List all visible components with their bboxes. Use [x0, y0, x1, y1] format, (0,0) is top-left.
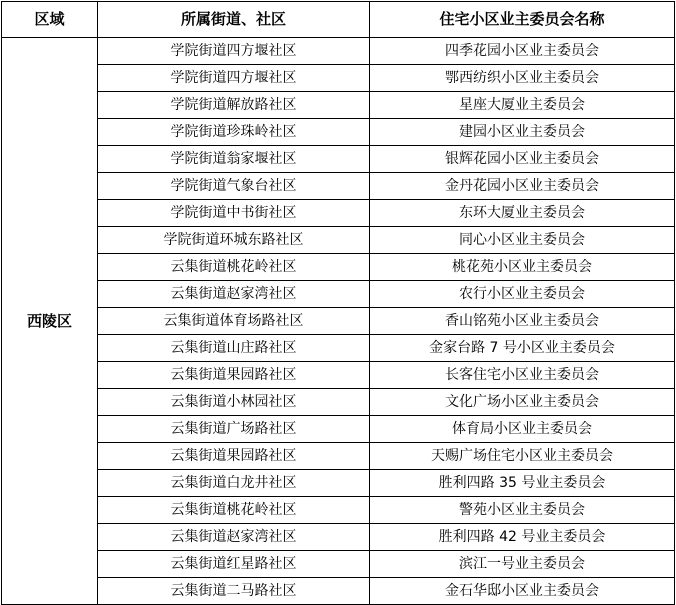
table-row [2, 173, 675, 200]
committee-cell: 鄂西纺织小区业主委员会 [370, 65, 675, 92]
street-cell: 云集街道红星路社区 [98, 551, 370, 578]
committee-cell: 警苑小区业主委员会 [370, 497, 675, 524]
table-row [2, 92, 675, 119]
committee-cell: 桃花苑小区业主委员会 [370, 254, 675, 281]
street-cell: 云集街道二马路社区 [98, 578, 370, 605]
committee-cell: 同心小区业主委员会 [370, 227, 675, 254]
table-row [2, 551, 675, 578]
header-street: 所属街道、社区 [98, 2, 370, 38]
table-row [2, 308, 675, 335]
table-row [2, 578, 675, 605]
table-row [2, 200, 675, 227]
street-cell: 学院街道中书街社区 [98, 200, 370, 227]
table-row [2, 389, 675, 416]
table-row [2, 38, 675, 65]
table-row [2, 470, 675, 497]
table-row [2, 119, 675, 146]
street-cell: 学院街道四方堰社区 [98, 38, 370, 65]
committee-cell: 东环大厦业主委员会 [370, 200, 675, 227]
street-cell: 云集街道桃花岭社区 [98, 497, 370, 524]
table-row [2, 443, 675, 470]
committee-cell: 金家台路 7 号小区业主委员会 [370, 335, 675, 362]
table-row [2, 227, 675, 254]
table-row [2, 335, 675, 362]
table-body [2, 38, 675, 605]
committee-cell: 建园小区业主委员会 [370, 119, 675, 146]
committee-cell: 星座大厦业主委员会 [370, 92, 675, 119]
street-cell: 云集街道赵家湾社区 [98, 524, 370, 551]
street-cell: 学院街道四方堰社区 [98, 65, 370, 92]
street-cell: 学院街道翁家堰社区 [98, 146, 370, 173]
street-cell: 云集街道山庄路社区 [98, 335, 370, 362]
district-cell: 西陵区 [2, 38, 98, 605]
street-cell: 学院街道环城东路社区 [98, 227, 370, 254]
table-row [2, 362, 675, 389]
street-cell: 云集街道广场路社区 [98, 416, 370, 443]
street-cell: 云集街道赵家湾社区 [98, 281, 370, 308]
committee-cell: 文化广场小区业主委员会 [370, 389, 675, 416]
committee-cell: 滨江一号业主委员会 [370, 551, 675, 578]
table-row [2, 416, 675, 443]
committee-cell: 胜利四路 42 号业主委员会 [370, 524, 675, 551]
street-cell: 学院街道气象台社区 [98, 173, 370, 200]
committee-cell: 农行小区业主委员会 [370, 281, 675, 308]
header-district: 区域 [2, 2, 98, 38]
street-cell: 学院街道解放路社区 [98, 92, 370, 119]
committee-cell: 长客住宅小区业主委员会 [370, 362, 675, 389]
street-cell: 云集街道小林园社区 [98, 389, 370, 416]
committee-cell: 四季花园小区业主委员会 [370, 38, 675, 65]
committee-table [1, 1, 675, 605]
committee-cell: 金丹花园小区业主委员会 [370, 173, 675, 200]
committee-cell: 金石华邸小区业主委员会 [370, 578, 675, 605]
committee-cell: 胜利四路 35 号业主委员会 [370, 470, 675, 497]
header-committee: 住宅小区业主委员会名称 [370, 2, 675, 38]
street-cell: 云集街道果园路社区 [98, 443, 370, 470]
committee-cell: 银辉花园小区业主委员会 [370, 146, 675, 173]
committee-cell: 香山铭苑小区业主委员会 [370, 308, 675, 335]
table-row [2, 281, 675, 308]
street-cell: 学院街道珍珠岭社区 [98, 119, 370, 146]
street-cell: 云集街道白龙井社区 [98, 470, 370, 497]
table-row [2, 497, 675, 524]
committee-cell: 体育局小区业主委员会 [370, 416, 675, 443]
street-cell: 云集街道桃花岭社区 [98, 254, 370, 281]
table-row [2, 146, 675, 173]
table-row [2, 65, 675, 92]
committee-cell: 天赐广场住宅小区业主委员会 [370, 443, 675, 470]
street-cell: 云集街道果园路社区 [98, 362, 370, 389]
table-row [2, 524, 675, 551]
street-cell: 云集街道体育场路社区 [98, 308, 370, 335]
table-row [2, 254, 675, 281]
header-row [2, 2, 675, 38]
